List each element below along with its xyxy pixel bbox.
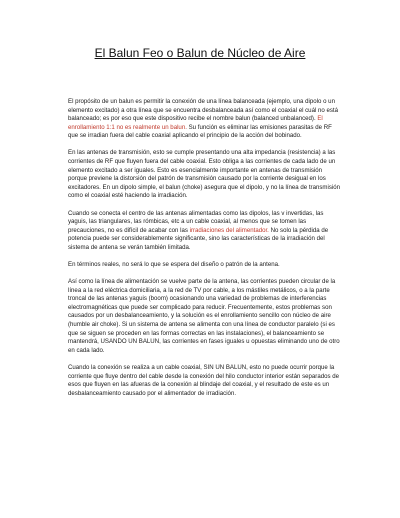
paragraph-text: Cuando se conecta el centro de las antenas alimentadas como las dipolos, las v invertidas, las yaguis, las triangulares, las rómbicas, etc a un cable coaxial, al menos que se tomen las precauciones, no es difícil de acabar con las [68,209,324,234]
paragraph-balun-purpose [68,98,340,141]
paragraph-transmission-antennas: En las antenas de transmisión, esto se cumple presentando una alta impedancia (resistencia) a las corrientes de RF que fluyen fuera del cable coaxial. Esto obliga a las corrientes de cada lado de un elemento excitado a ser iguales. Esto es esencialmente importante en antenas de transmisión porque previene la distorsión del patrón de transmisión causado por la corriente desigual en los excitadores. En un dipolo simple, el balun (choke) asegura que el dipolo, y no la línea de transmisión como el coaxial esté haciendo la irradiación. [68,149,341,200]
highlighted-text: El enrollamiento 1:1 no es realmente un balun. [68,115,323,131]
document-title: El Balun Feo o Balun de Núcleo de Aire [94,46,306,60]
document-body [68,98,340,407]
paragraph-text: No solo la pérdida de potencia puede ser considerablemente significante, sino las características de la irradiación del sistema de antena se verán también limitada. [68,226,329,251]
highlighted-text: irradiaciones del alimentador. [189,226,269,234]
paragraph-real-terms: En términos reales, no será lo que se espera del diseño o patrón de la antena. [68,261,280,268]
paragraph-interference: Así como la línea de alimentación se vuelve parte de la antena, las corrientes pueden circular de la línea a la red eléctrica domiciliaria, a la red de TV por cable, a los mástiles metálicos, o a la parte troncal de las antenas yaguis (boom) ocasionando una variedad de problemas de interferencias electromagnéticas que puede ser complicado para reducir. Frecuentemente, estos problemas son causados por un desbalanceamiento, y la solución es el enrollamiento sencillo con núcleo de aire (humble air choke). Si un sistema de antena se alimenta con una línea de conductor paralelo (si es que se siguen se proceden en las formas correctas en las instalaciones), el balanceamiento se mantendrá, USANDO UN BALUN, las corrientes en fases iguales u opuestas eliminando uno de otro en cada lado. [68,278,340,354]
paragraph-feedline-radiation [68,210,340,253]
paragraph-text: El propósito de un balun es permitir la conexión de una línea balanceada (ejemplo, una dipolo o un elemento excitado) a otra línea que se encuentra desbalanceada así como el coaxial el cuál no está balanceado; es por eso que este dispositivo recibe el nombre balun (balanced unbalanced). [68,98,338,123]
paragraph-coaxial-without-balun: Cuando la conexión se realiza a un cable coaxial, SIN UN BALUN, esto no puede ocurrir porque la corriente que fluye dentro del cable desde la conexión del hilo conductor interior están separados de esos que fluyen en las afueras de la conexión al blindaje del coaxial, y el resultado de este es un desbalanceamiento causado por el alimentador de irradiación. [68,363,340,397]
paragraph-text: Su función es eliminar las emisiones parasitas de RF que se irradian fuera del cable coaxial aplicando el principio de la acción del bobinado. [68,123,332,140]
